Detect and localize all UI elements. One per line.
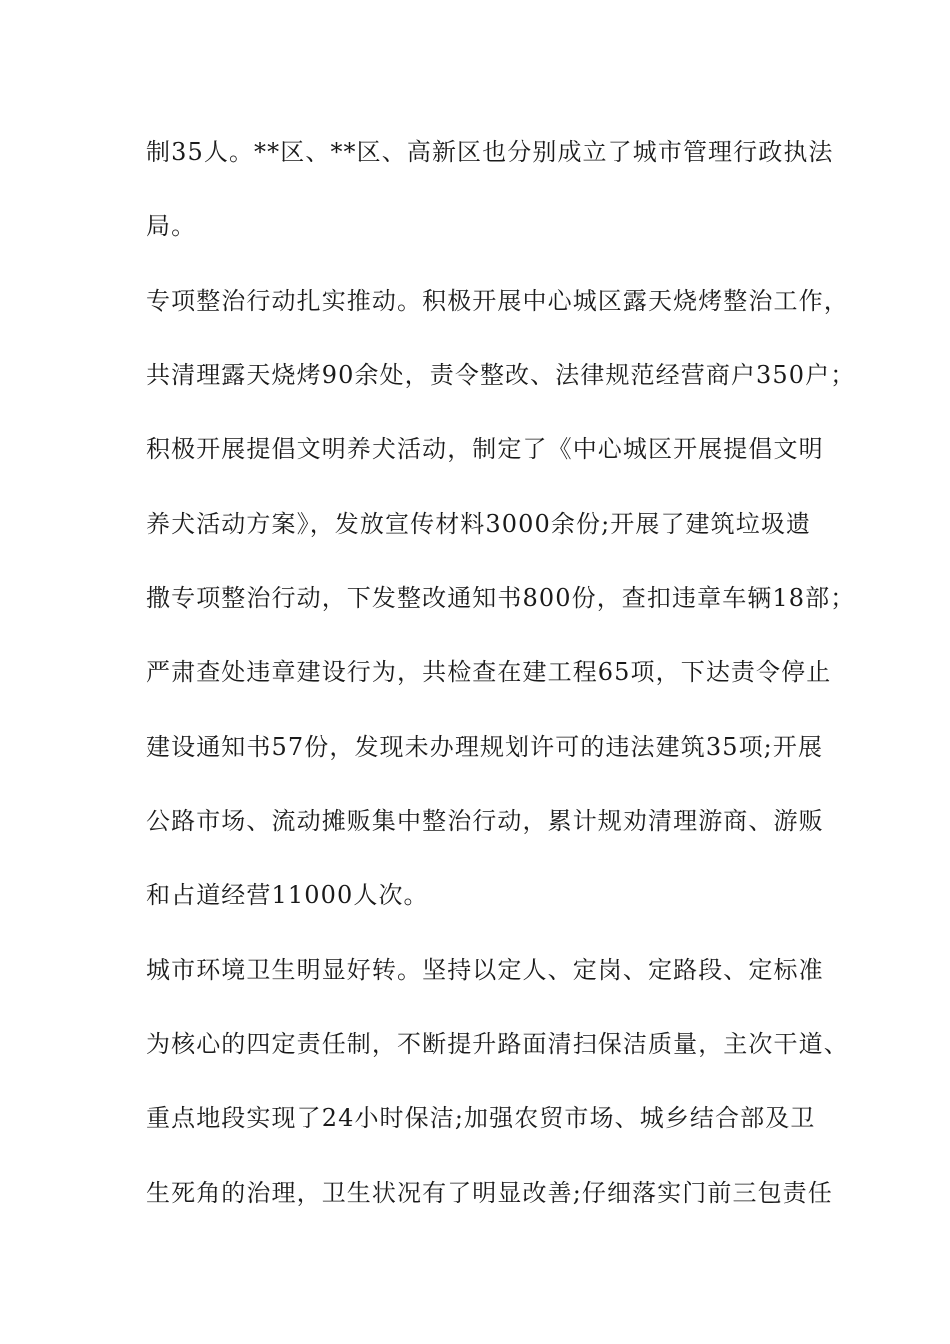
text-line: 养犬活动方案》，发放宣传材料3000余份;开展了建筑垃圾遗 [146, 510, 812, 538]
text-line: 为核心的四定责任制，不断提升路面清扫保洁质量，主次干道、 [146, 1030, 849, 1058]
text-line: 公路市场、流动摊贩集中整治行动，累计规劝清理游商、游贩 [146, 807, 824, 835]
text-line: 共清理露天烧烤90余处，责令整改、法律规范经营商户350户； [146, 361, 856, 389]
text-line: 重点地段实现了24小时保洁;加强农贸市场、城乡结合部及卫 [146, 1104, 816, 1132]
text-line: 生死角的治理，卫生状况有了明显改善;仔细落实门前三包责任 [146, 1179, 833, 1207]
text-line: 撒专项整治行动，下发整改通知书800份，查扣违章车辆18部； [146, 584, 856, 612]
text-line: 和占道经营11000人次。 [146, 881, 429, 909]
text-line: 严肃查处违章建设行为，共检查在建工程65项，下达责令停止 [146, 658, 832, 686]
text-line: 积极开展提倡文明养犬活动，制定了《中心城区开展提倡文明 [146, 435, 824, 463]
text-line: 专项整治行动扎实推动。积极开展中心城区露天烧烤整治工作， [146, 287, 849, 315]
text-line: 局。 [146, 212, 197, 240]
text-line: 制35人。**区、**区、高新区也分别成立了城市管理行政执法 [146, 138, 834, 166]
text-line: 建设通知书57份，发现未办理规划许可的违法建筑35项;开展 [146, 733, 824, 761]
text-line: 城市环境卫生明显好转。坚持以定人、定岗、定路段、定标准 [146, 956, 824, 984]
